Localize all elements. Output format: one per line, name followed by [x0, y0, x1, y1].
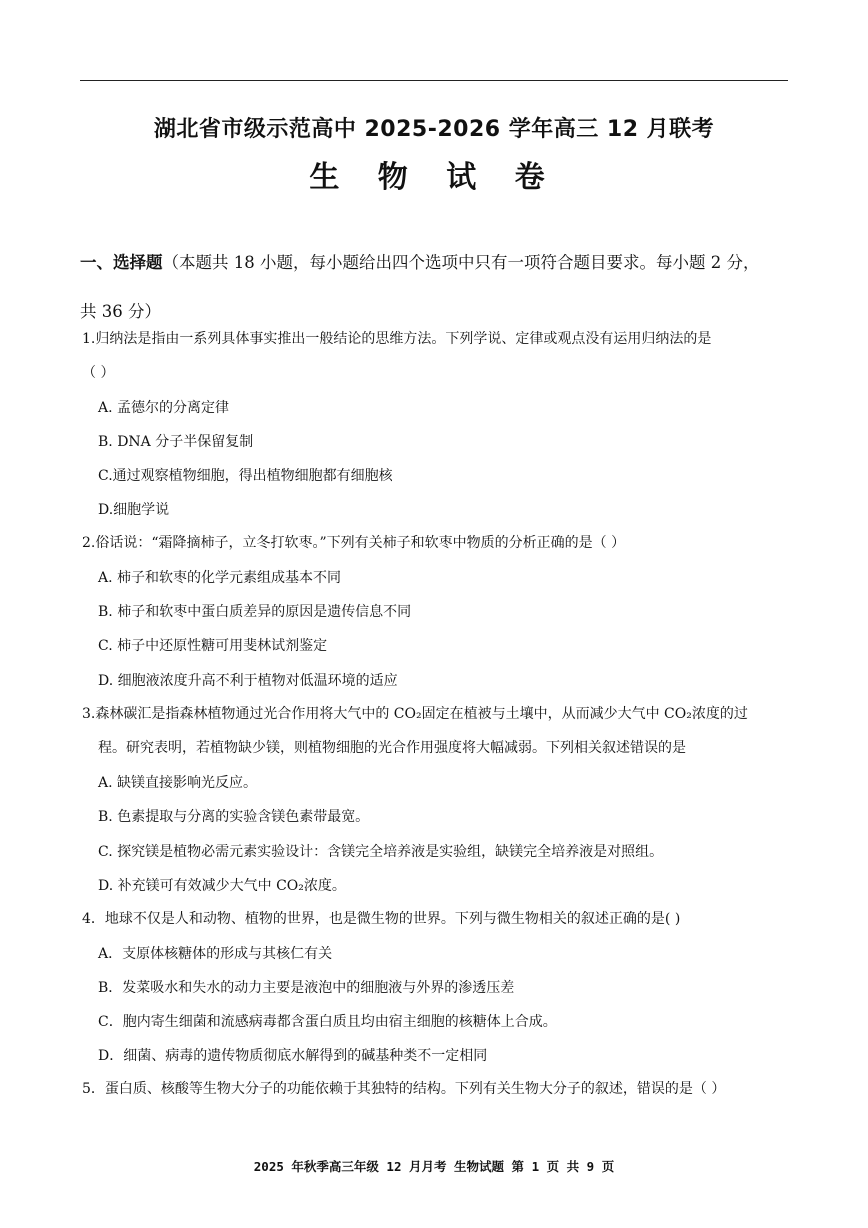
question-1-stem: 1.归纳法是指由一系列具体事实推出一般结论的思维方法。下列学说、定律或观点没有运用归纳法的是 — [82, 331, 712, 347]
question-4-option-d: D．细菌、病毒的遗传物质彻底水解得到的碱基种类不一定相同 — [98, 1048, 488, 1064]
exam-subject: 生 物 试 卷 — [309, 160, 559, 195]
question-1-option-a: A. 孟德尔的分离定律 — [98, 400, 230, 416]
question-3-stem: 3.森林碳汇是指森林植物通过光合作用将大气中的 CO₂固定在植被与土壤中，从而减少大气中 CO₂浓度的过 — [82, 706, 748, 722]
question-3-stem-line2: 程。研究表明，若植物缺少镁，则植物细胞的光合作用强度将大幅减弱。下列相关叙述错误的是 — [98, 740, 686, 756]
question-4-option-a: A．支原体核糖体的形成与其核仁有关 — [98, 946, 333, 962]
page-footer: 2025 年秋季高三年级 12 月月考 生物试题 第 1 页 共 9 页 — [253, 1159, 615, 1174]
question-4-option-b: B．发菜吸水和失水的动力主要是液泡中的细胞液与外界的渗透压差 — [98, 980, 515, 996]
question-5-stem: 5．蛋白质、核酸等生物大分子的功能依赖于其独特的结构。下列有关生物大分子的叙述，错误的是（ ） — [82, 1081, 726, 1097]
section-desc-line1: （本题共 18 小题，每小题给出四个选项中只有一项符合题目要求。每小题 2 分， — [162, 253, 760, 272]
question-2-option-d: D. 细胞液浓度升高不利于植物对低温环境的适应 — [98, 673, 398, 689]
question-2-option-b: B. 柿子和软枣中蛋白质差异的原因是遗传信息不同 — [98, 604, 412, 620]
section-desc-line2: 共 36 分） — [80, 302, 161, 321]
question-4-option-c: C．胞内寄生细菌和流感病毒都含蛋白质且均由宿主细胞的核糖体上合成。 — [98, 1014, 557, 1030]
question-4-stem: 4．地球不仅是人和动物、植物的世界，也是微生物的世界。下列与微生物相关的叙述正确的是( ) — [82, 911, 681, 927]
question-3-option-d: D. 补充镁可有效减少大气中 CO₂浓度。 — [98, 878, 346, 894]
section-label: 一、选择题 — [80, 253, 163, 272]
exam-title: 湖北省市级示范高中 2025-2026 学年高三 12 月联考 — [153, 117, 715, 142]
question-1-stem-line2: （ ） — [82, 365, 115, 381]
header-rule — [80, 80, 788, 81]
question-1-option-c: C.通过观察植物细胞，得出植物细胞都有细胞核 — [98, 468, 393, 484]
question-3-option-b: B. 色素提取与分离的实验含镁色素带最宽。 — [98, 809, 370, 825]
question-1-option-d: D.细胞学说 — [98, 502, 170, 518]
question-2-option-c: C. 柿子中还原性糖可用斐林试剂鉴定 — [98, 638, 328, 654]
question-3-option-c: C. 探究镁是植物必需元素实验设计：含镁完全培养液是实验组，缺镁完全培养液是对照组。 — [98, 844, 664, 860]
question-2-stem: 2.俗话说：“霜降摘柿子，立冬打软枣。”下列有关柿子和软枣中物质的分析正确的是（ ） — [82, 535, 626, 551]
question-3-option-a: A. 缺镁直接影响光反应。 — [98, 775, 258, 791]
question-2-option-a: A. 柿子和软枣的化学元素组成基本不同 — [98, 570, 342, 586]
question-1-option-b: B. DNA 分子半保留复制 — [98, 434, 254, 450]
